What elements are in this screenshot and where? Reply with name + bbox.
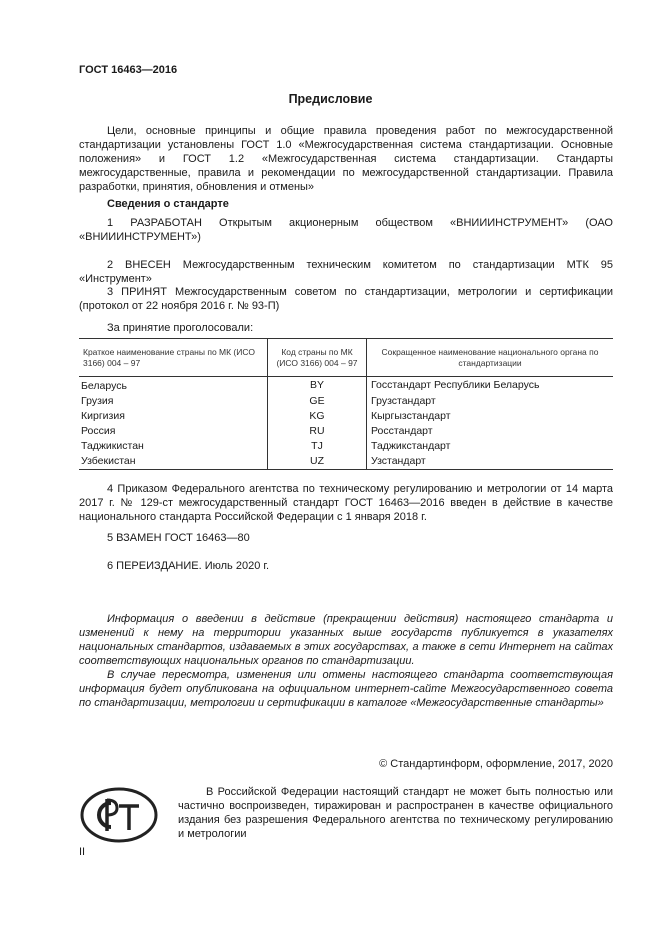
rst-certification-logo	[79, 786, 159, 844]
table-row	[79, 409, 613, 424]
item-replaces: 5 ВЗАМЕН ГОСТ 16463—80	[107, 532, 250, 544]
cell-body: Узстандарт	[367, 454, 614, 470]
item-developed: 1 РАЗРАБОТАН Открытым акционерным обществом «ВНИИИНСТРУМЕНТ» (ОАО «ВНИИИНСТРУМЕНТ»)	[79, 217, 613, 243]
vote-label: За принятие проголосовали:	[107, 322, 254, 334]
voting-table	[79, 338, 613, 470]
cell-code: BY	[268, 377, 367, 395]
table-header-code: Код страны по МК (ИСО 3166) 004 – 97	[268, 339, 367, 377]
cell-country: Киргизия	[79, 409, 268, 424]
cell-code: GE	[268, 394, 367, 409]
item-reissue: 6 ПЕРЕИЗДАНИЕ. Июль 2020 г.	[107, 560, 270, 572]
cell-code: KG	[268, 409, 367, 424]
cell-body: Кыргызстандарт	[371, 410, 451, 422]
cell-country: Таджикистан	[79, 439, 268, 454]
table-row	[79, 454, 613, 470]
cell-country: Беларусь	[79, 377, 268, 395]
intro-paragraph: Цели, основные принципы и общие правила проведения работ по межгосударственной стандартизации установлены ГОСТ 1.0 «Межгосударственная система стандартизации. Основные положения» и ГОСТ 1.2 «Межгосударственная система стандартизации. Стандарты межгосударственные, правила и рекомендации по межгосударственной стандартизации. Правила разработки, принятия, обновления и отмены»	[79, 125, 613, 193]
section-title: Сведения о стандарте	[107, 198, 229, 210]
table-row	[79, 439, 613, 454]
cell-body: Грузстандарт	[371, 395, 436, 407]
document-code: ГОСТ 16463—2016	[79, 64, 178, 76]
copyright-line: © Стандартинформ, оформление, 2017, 2020	[379, 758, 613, 770]
table-row	[79, 394, 613, 409]
cell-country: Россия	[79, 424, 268, 439]
item-adopted: 3 ПРИНЯТ Межгосударственным советом по стандартизации, метрологии и сертификации (протокол от 22 ноября 2016 г. № 93-П)	[79, 286, 613, 312]
table-header-country: Краткое наименование страны по МК (ИСО 3166) 004 – 97	[79, 339, 268, 377]
cell-code: TJ	[268, 439, 367, 454]
item-submitted: 2 ВНЕСЕН Межгосударственным техническим комитетом по стандартизации МТК 95 «Инструмент»	[79, 259, 613, 285]
cell-body: Таджикстандарт	[371, 440, 451, 452]
item-enacted: 4 Приказом Федерального агентства по техническому регулированию и метрологии от 14 марта 2017 г. № 129-ст межгосударственный стандарт ГОСТ 16463—2016 введен в действие в качестве национального стандарта Российской Федерации с 1 января 2018 г.	[79, 483, 613, 523]
cell-code: RU	[268, 424, 367, 439]
revision-paragraph: В случае пересмотра, изменения или отмены настоящего стандарта соответствующая информация будет опубликована на официальном интернет-сайте Межгосударственного совета по стандартизации, метрологии и сертификации в каталоге «Межгосударственные стандарты»	[79, 669, 613, 709]
table-header-row	[79, 339, 613, 377]
cell-code: UZ	[268, 454, 367, 470]
page-title: Предисловие	[288, 92, 373, 106]
cell-body: Госстандарт Республики Беларусь	[371, 379, 540, 391]
table-header-body: Сокращенное наименование национального органа по стандартизации	[367, 339, 614, 377]
table-row	[79, 377, 613, 395]
table-row	[79, 424, 613, 439]
copyright-notice: В Российской Федерации настоящий стандарт не может быть полностью или частично воспроизведен, тиражирован и распространен в качестве официального издания без разрешения Федерального агентства по техническому регулированию и метрологии	[178, 786, 613, 840]
cell-country: Грузия	[79, 394, 268, 409]
page-number: II	[79, 846, 86, 858]
cell-country: Узбекистан	[79, 454, 268, 470]
info-paragraph: Информация о введении в действие (прекращении действия) настоящего стандарта и изменений к нему на территории указанных выше государств публикуется в указателях национальных стандартов, издаваемых в этих государствах, а также в сети Интернет на сайтах соответствующих национальных органов по стандартизации.	[79, 613, 613, 667]
cell-body: Росстандарт	[371, 425, 433, 437]
